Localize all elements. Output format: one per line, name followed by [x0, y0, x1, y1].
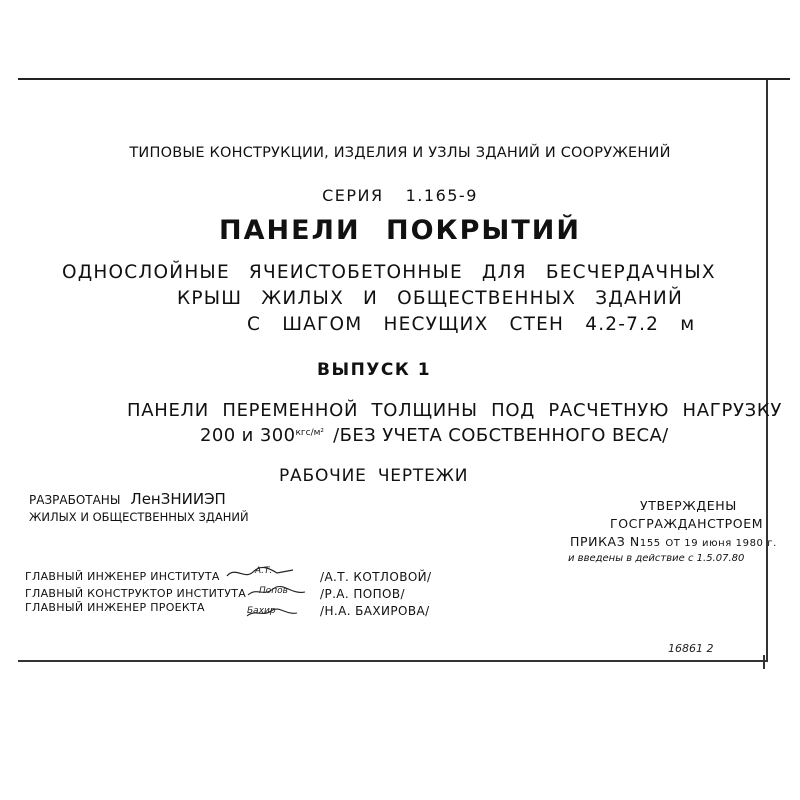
purpose-line-1: ПАНЕЛИ ПЕРЕМЕННОЙ ТОЛЩИНЫ ПОД РАСЧЕТНУЮ НАГРУЗКУ: [127, 400, 783, 421]
approval-order: [570, 534, 777, 549]
signatory-name-2: /Р.А. ПОПОВ/: [320, 587, 405, 601]
order-number: 155: [639, 538, 661, 549]
order-date: ОТ 19 июня 1980 г.: [665, 538, 777, 549]
signature-1-text: А.Т.: [255, 566, 273, 576]
signature-2-text: Попов: [259, 586, 288, 596]
approval-line-1: УТВЕРЖДЕНЫ: [640, 498, 737, 513]
purpose-loads: 200 и 300: [200, 425, 296, 446]
signature-3-text: Бахир: [247, 606, 276, 616]
developer-org-full: ЖИЛЫХ И ОБЩЕСТВЕННЫХ ЗДАНИЙ: [29, 510, 249, 524]
signatory-name-1: /А.Т. КОТЛОВОЙ/: [320, 570, 432, 584]
frame-corner-mark: [763, 655, 771, 669]
series-number: 1.165-9: [405, 186, 478, 205]
purpose-unit: кгс/м²: [295, 428, 325, 438]
signatory-role-3: ГЛАВНЫЙ ИНЖЕНЕР ПРОЕКТА: [25, 601, 205, 614]
subtitle-line-1: ОДНОСЛОЙНЫЕ ЯЧЕИСТОБЕТОННЫЕ ДЛЯ БЕСЧЕРДАЧНЫХ: [62, 262, 716, 283]
subtitle-line-3: С ШАГОМ НЕСУЩИХ СТЕН 4.2-7.2 м: [247, 314, 696, 335]
header-line: ТИПОВЫЕ КОНСТРУКЦИИ, ИЗДЕЛИЯ И УЗЛЫ ЗДАНИЙ И СООРУЖЕНИЙ: [129, 145, 671, 161]
signatory-name-3: /Н.А. БАХИРОВА/: [320, 604, 430, 618]
approval-effective: и введены в действие с 1.5.07.80: [568, 553, 745, 564]
developer-org: ЛенЗНИИЭП: [130, 490, 226, 508]
series-label: СЕРИЯ: [322, 186, 384, 205]
inventory-number: 16861 2: [668, 642, 714, 655]
signature-3: [245, 603, 300, 619]
document-type: РАБОЧИЕ ЧЕРТЕЖИ: [279, 466, 469, 486]
purpose-note: /БЕЗ УЧЕТА СОБСТВЕННОГО ВЕСА/: [333, 425, 669, 446]
subtitle-line-2: КРЫШ ЖИЛЫХ И ОБЩЕСТВЕННЫХ ЗДАНИЙ: [177, 288, 683, 309]
signature-1: [225, 564, 295, 582]
developer-label: РАЗРАБОТАНЫ: [29, 493, 121, 507]
signatory-role-1: ГЛАВНЫЙ ИНЖЕНЕР ИНСТИТУТА: [25, 570, 220, 583]
signature-2: [245, 583, 307, 599]
frame-right-line: [766, 80, 768, 660]
developer-line: [29, 490, 226, 508]
series-line: [0, 186, 800, 205]
signatory-role-2: ГЛАВНЫЙ КОНСТРУКТОР ИНСТИТУТА: [25, 587, 247, 600]
purpose-line-2: [200, 425, 669, 446]
issue-number: ВЫПУСК 1: [317, 360, 432, 380]
frame-bottom-line: [18, 660, 768, 662]
approval-line-2: ГОСГРАЖДАНСТРОЕМ: [610, 516, 764, 531]
frame-top-line: [18, 78, 790, 80]
document-title: ПАНЕЛИ ПОКРЫТИЙ: [219, 215, 581, 246]
order-label: ПРИКАЗ N: [570, 534, 640, 549]
